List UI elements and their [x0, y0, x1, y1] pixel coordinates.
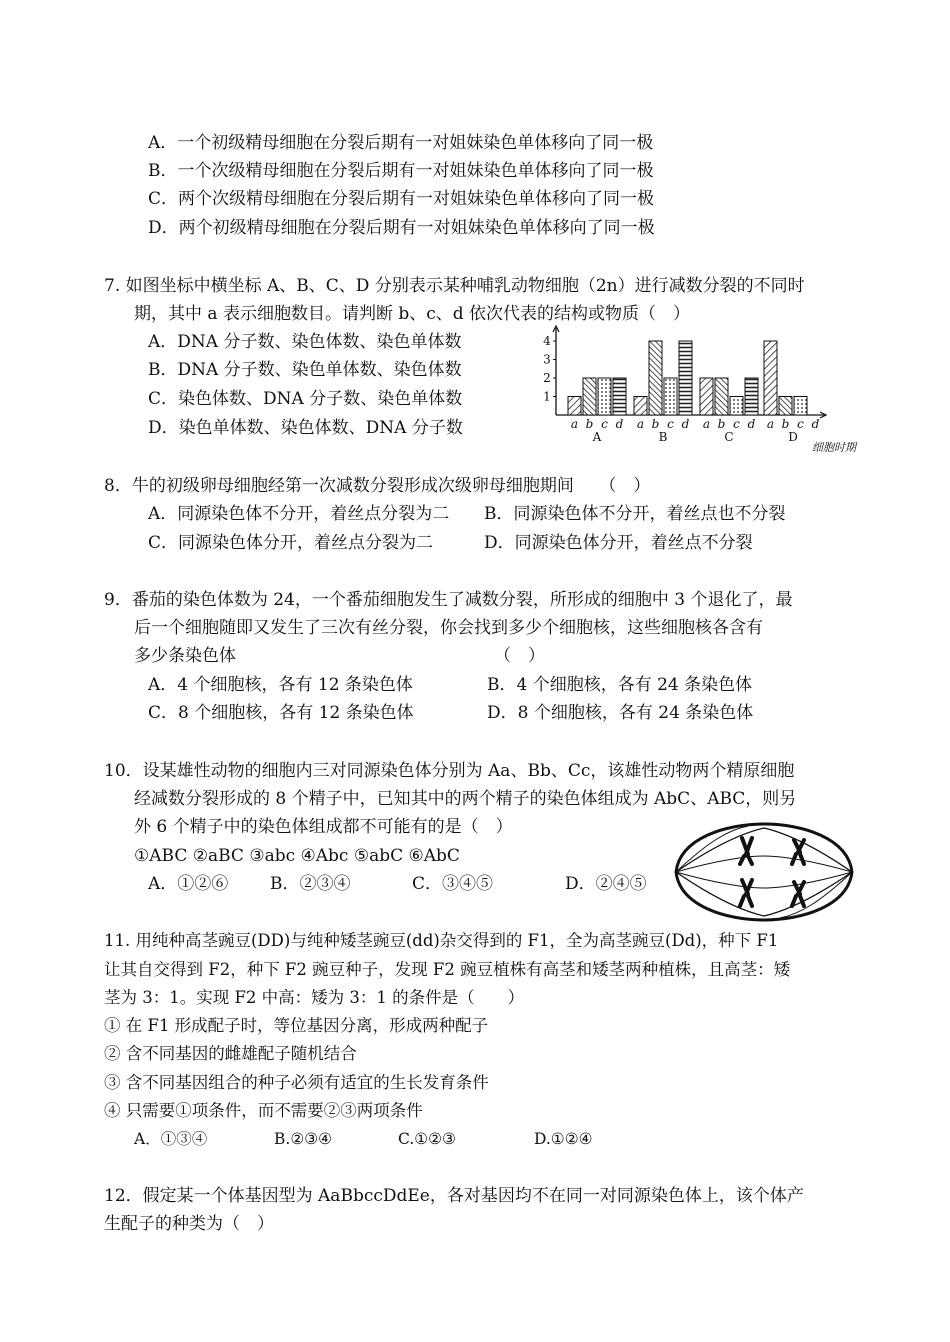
q6-option-c: C．两个次级精母细胞在分裂后期有一对姐妹染色单体移向了同一极 [148, 189, 655, 209]
q11-item-1: ① 在 F1 形成配子时，等位基因分离，形成两种配子 [104, 1016, 489, 1035]
bar-A-a [568, 397, 581, 416]
q9-stem-line1: 9．番茄的染色体数为 24，一个番茄细胞发生了减数分裂，所形成的细胞中 3 个退化了，最 [104, 590, 793, 610]
bar-B-d [679, 341, 692, 415]
q11-item-3: ③ 含不同基因组合的种子必须有适宜的生长发育条件 [104, 1073, 489, 1092]
x-axis-label: 细胞时期 [812, 441, 856, 454]
q11-option-b: B.②③④ [274, 1130, 333, 1148]
q6-option-b: B．一个次级精母细胞在分裂后期有一对姐妹染色单体移向了同一极 [148, 161, 654, 181]
cell-division-figure [668, 820, 860, 924]
q9-option-a: A．4 个细胞核，各有 12 条染色体 [148, 675, 413, 695]
q11-option-d: D.①②④ [534, 1130, 593, 1148]
q11-item-2: ② 含不同基因的雌雄配子随机结合 [104, 1044, 357, 1063]
q9-stem-line2: 后一个细胞随即又发生了三次有丝分裂，你会找到多少个细胞核，这些细胞核各含有 [134, 618, 763, 638]
q9-option-c: C．8 个细胞核，各有 12 条染色体 [148, 703, 414, 723]
sub-label: b [651, 417, 660, 431]
y-tick-label: 2 [543, 371, 551, 385]
bar-C-a [700, 378, 713, 415]
sub-label: c [733, 417, 740, 431]
q11-stem-line3: 茎为 3：1。实现 F2 中高：矮为 3：1 的条件是（ ） [104, 988, 525, 1007]
category-label: A [592, 430, 602, 444]
sub-label: c [667, 417, 674, 431]
q7-option-c: C．染色体数、DNA 分子数、染色单体数 [148, 389, 463, 409]
q12-stem-line2: 生配子的种类为（ ） [104, 1214, 274, 1234]
sub-label: b [781, 417, 790, 431]
q11-item-4: ④ 只需要①项条件，而不需要②③两项条件 [104, 1101, 423, 1120]
q10-stem-line2: 经减数分裂形成的 8 个精子中，已知其中的两个精子的染色体组成为 AbC、ABC，则另 [134, 789, 797, 809]
y-tick-label: 1 [543, 389, 551, 404]
sub-label: a [766, 417, 775, 431]
y-tick-label: 4 [543, 334, 551, 348]
q10-option-c: C．③④⑤ [412, 874, 494, 894]
sub-label: d [747, 417, 756, 431]
q6-option-a: A．一个初级精母细胞在分裂后期有一对姐妹染色单体移向了同一极 [148, 133, 654, 153]
q8-option-d: D．同源染色体分开，着丝点不分裂 [484, 533, 753, 553]
sub-label: d [811, 417, 820, 431]
q10-choices: ①ABC ②aBC ③abc ④Abc ⑤abC ⑥AbC [134, 846, 460, 866]
q10-stem-line3: 外 6 个精子中的染色体组成都不可能有的是（ ） [134, 817, 513, 837]
q10-option-d: D．②④⑤ [565, 874, 647, 894]
category-label: C [724, 430, 734, 444]
q7-option-b: B．DNA 分子数、染色单体数、染色体数 [148, 360, 462, 380]
sub-label: c [797, 417, 804, 431]
q6-option-d: D．两个初级精母细胞在分裂后期有一对姐妹染色单体移向了同一极 [148, 218, 655, 238]
q7-stem-line2: 期，其中 a 表示细胞数目。请判断 b、c、d 依次代表的结构或物质（ ） [134, 304, 691, 324]
bar-B-c [664, 378, 677, 415]
bar-A-d [613, 378, 626, 415]
q8-option-c: C．同源染色体分开，着丝点分裂为二 [148, 533, 434, 553]
q7-option-d: D．染色单体数、染色体数、DNA 分子数 [148, 418, 463, 438]
bar-D-c [794, 397, 807, 416]
sub-label: d [615, 417, 624, 431]
q9-answer-bracket: （ ） [494, 646, 545, 666]
q10-stem-line1: 10．设某雄性动物的细胞内三对同源染色体分别为 Aa、Bb、Cc，该雄性动物两个精原细胞 [104, 761, 795, 781]
sub-label: a [636, 417, 645, 431]
q11-option-c: C.①②③ [398, 1130, 456, 1148]
sub-label: b [717, 417, 726, 431]
sub-label: b [585, 417, 594, 431]
q9-stem-line3: 多少条染色体 [134, 646, 236, 666]
sub-label: c [601, 417, 608, 431]
y-tick-label: 3 [543, 352, 551, 367]
bar-C-c [730, 397, 743, 416]
category-label: D [788, 430, 798, 444]
bar-A-c [598, 378, 611, 415]
sub-label: a [702, 417, 711, 431]
q11-stem-line1: 11. 用纯种高茎豌豆(DD)与纯种矮茎豌豆(dd)杂交得到的 F1，全为高茎豌豆(Dd)，种下 F1 [104, 931, 779, 950]
q7-stem-line1: 7. 如图坐标中横坐标 A、B、C、D 分别表示某种哺乳动物细胞（2n）进行减数分裂的不同时 [104, 276, 805, 296]
q10-option-b: B．②③④ [270, 874, 351, 894]
category-label: B [658, 430, 668, 444]
q12-stem-line1: 12．假定某一个体基因型为 AaBbccDdEe，各对基因均不在同一对同源染色体上，该个体产 [104, 1186, 804, 1206]
q8-option-b: B．同源染色体不分开，着丝点也不分裂 [484, 504, 786, 524]
q9-option-d: D．8 个细胞核，各有 24 条染色体 [487, 703, 754, 723]
q10-option-a: A．①②⑥ [148, 874, 229, 894]
q9-option-b: B．4 个细胞核，各有 24 条染色体 [487, 675, 753, 695]
bar-D-b [779, 397, 792, 416]
q11-stem-line2: 让其自交得到 F2，种下 F2 豌豆种子，发现 F2 豌豆植株有高茎和矮茎两种植株，且高茎：矮 [104, 960, 791, 979]
bar-B-b [649, 341, 662, 415]
sub-label: a [570, 417, 579, 431]
q7-bar-chart [528, 322, 870, 456]
bar-C-b [715, 378, 728, 415]
bar-C-d [745, 378, 758, 415]
q11-option-a: A．①③④ [134, 1130, 208, 1148]
q8-option-a: A．同源染色体不分开，着丝点分裂为二 [148, 504, 450, 524]
bar-B-a [634, 397, 647, 416]
sub-label: d [681, 417, 690, 431]
q8-stem: 8．牛的初级卵母细胞经第一次减数分裂形成次级卵母细胞期间 （ ） [104, 476, 651, 496]
bar-A-b [583, 378, 596, 415]
bar-D-a [764, 341, 777, 415]
q7-option-a: A．DNA 分子数、染色体数、染色单体数 [148, 332, 462, 352]
